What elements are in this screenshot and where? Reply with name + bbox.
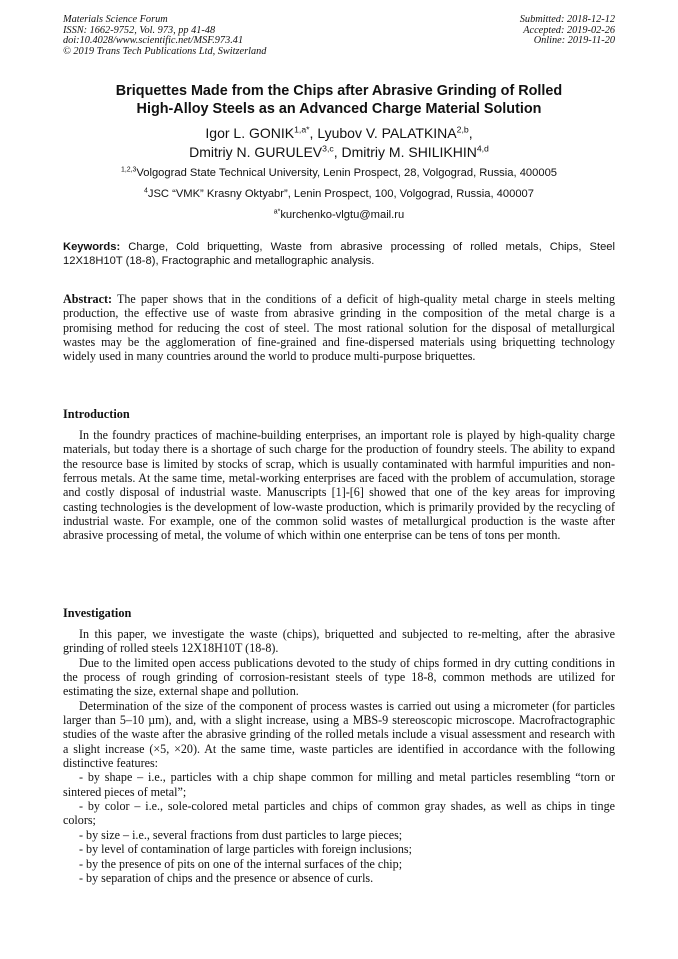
feature-list-item: - by shape – i.e., particles with a chip shape common for milling and metal particles resembling “torn or sintered pieces of metal”; (63, 770, 615, 799)
title-line: High-Alloy Steels as an Advanced Charge Material Solution (136, 101, 542, 117)
email-text: kurchenko-vlgtu@mail.ru (280, 209, 405, 221)
affiliation-text: Volgograd State Technical University, Lenin Prospect, 28, Volgograd, Russia, 400005 (136, 167, 558, 179)
feature-list-item: - by the presence of pits on one of the internal surfaces of the chip; (79, 856, 403, 871)
paragraph: Due to the limited open access publications devoted to the study of chips formed in dry cutting conditions in the process of rough grinding of corrosion-resistant steels of type 18-8, common methods are utilized for estimating the size, external shape and pollution. (63, 655, 615, 699)
keywords-text: Charge, Cold briquetting, Waste from abrasive processing of rolled metals, Chips, Steel 12X18H10T (18-8), Fractographic and metallographic analysis. (63, 241, 616, 268)
journal-info (63, 15, 266, 57)
keywords-label: Keywords: (63, 241, 121, 253)
author-name: Dmitriy M. SHILIKHIN (341, 143, 477, 160)
feature-list-item: - by separation of chips and the presence or absence of curls. (79, 870, 374, 885)
paper-title (63, 82, 615, 118)
feature-list-item: - by size – i.e., several fractions from dust particles to large pieces; (79, 827, 403, 842)
abstract (63, 292, 615, 364)
email-sup: a* (273, 208, 281, 216)
author-separator: , (468, 125, 473, 141)
author-affil-sup: 2,b (456, 124, 469, 135)
introduction-paragraph: In the foundry practices of machine-building enterprises, an important role is played by high-quality charge materials, but today there is a shortage of such charge for the production of foundry steels. The ability to expand the resource base is limited by stocks of scrap, which is usually contaminated with harmful impurities and non-ferrous metals. At the same time, metal-working enterprises are faced with the problem of accumulation, storage and costly disposal of industrial waste. Manuscripts [1]-[6] showed that one of the key areas for improving casting technologies is the development of low-waste production, which is primarily provided by the recycling of industrial waste. For example, one of the common solid wastes of metallurgical production is the waste after abrasive processing of metal, the volume of which within one enterprise can be tens of tons per month. (63, 428, 615, 543)
section-heading-investigation: Investigation (63, 606, 132, 620)
affiliation-text: JSC “VMK” Krasny Oktyabr”, Lenin Prospect, 100, Volgograd, Russia, 400007 (147, 188, 535, 200)
affiliation-sup: 4 (143, 187, 148, 195)
author-name: Igor L. GONIK (205, 125, 295, 141)
author-list (63, 124, 615, 161)
author-name: Dmitriy N. GURULEV (189, 143, 323, 160)
submitted-date: Submitted: 2018-12-12 (519, 14, 615, 25)
paragraph: Determination of the size of the component of process wastes is carried out using a micrometer (for particles larger than 5–10 µm), and, with a slight increase, using a MBS-9 stereoscopic microscope. Macrofractographic studies of the waste after the abrasive grinding of the rolled metals include a visual assessment and research with a slight increase (×5, ×20). At the same time, waste particles are identified in accordance with the following distinctive features: (63, 698, 615, 771)
accepted-date: Accepted: 2019-02-26 (523, 24, 615, 36)
copyright-line: © 2019 Trans Tech Publications Ltd, Switzerland (63, 45, 267, 57)
title-line: Briquettes Made from the Chips after Abrasive Grinding of Rolled (115, 83, 563, 99)
affiliation-sup: 1,2,3 (120, 166, 137, 174)
issn-line: ISSN: 1662-9752, Vol. 973, pp 41-48 (63, 24, 216, 36)
author-name: Lyubov V. PALATKINA (317, 125, 457, 141)
keywords (63, 240, 615, 269)
doi-line: doi:10.4028/www.scientific.net/MSF.973.41 (63, 35, 244, 47)
author-separator: , (309, 125, 318, 141)
feature-list-item: - by level of contamination of large particles with foreign inclusions; (79, 842, 412, 857)
journal-name: Materials Science Forum (63, 14, 168, 25)
affiliation (63, 166, 615, 180)
author-affil-sup: 1,a* (294, 124, 310, 135)
abstract-text: The paper shows that in the conditions of a deficit of high-quality metal charge in steels melting production, the effective use of waste from abrasive grinding in the composition of the metal charge is a promising method for reducing the cost of steel. The most rational solution for the disposal of metallurgical wastes may be the agglomeration of fine-grained and fine-dispersed materials using briquetting technology widely used in many countries around the world to produce multi-purpose briquettes. (63, 292, 616, 364)
feature-list-item: - by color – i.e., sole-colored metal particles and chips of common gray shades, as well as chips in tinge colors; (63, 799, 615, 828)
email-line (63, 208, 615, 222)
investigation-body (63, 627, 615, 885)
abstract-label: Abstract: (63, 292, 113, 306)
author-affil-sup: 4,d (476, 142, 489, 153)
dates-info (520, 15, 615, 47)
section-heading-introduction: Introduction (63, 407, 130, 421)
paragraph: In this paper, we investigate the waste (chips), briquetted and subjected to re-melting, after the abrasive grinding of rolled steels 12X18H10T (18-8). (63, 627, 615, 656)
affiliation (63, 187, 615, 201)
online-date: Online: 2019-11-20 (533, 35, 615, 47)
author-separator: , (333, 143, 342, 160)
author-affil-sup: 3,c (322, 142, 334, 153)
